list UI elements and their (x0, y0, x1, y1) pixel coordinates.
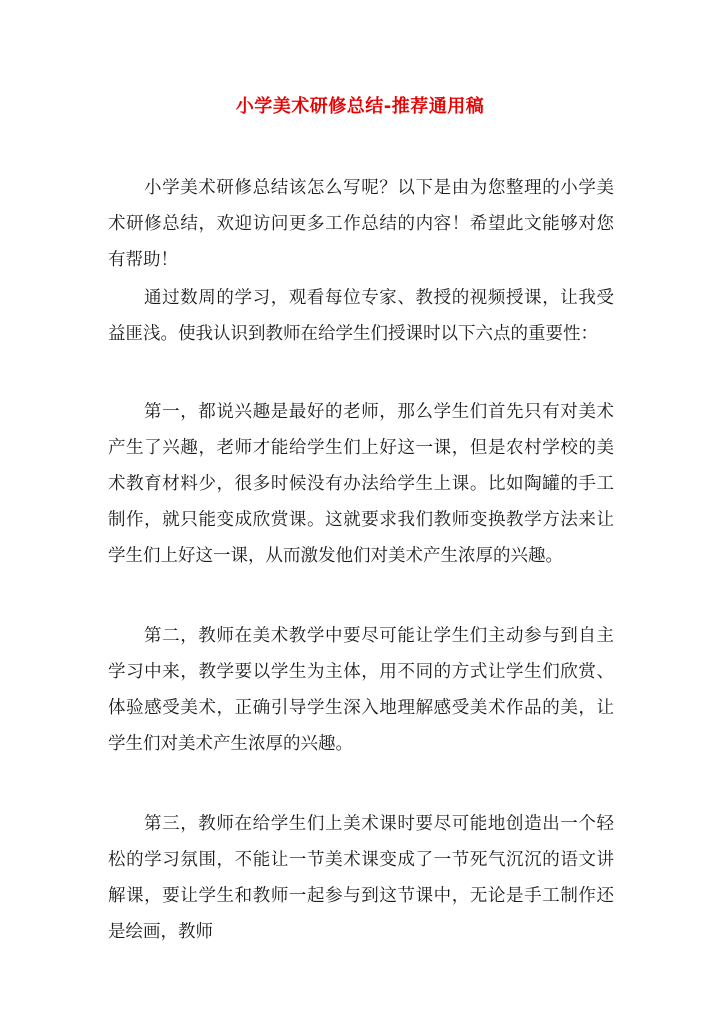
paragraph-overview: 通过数周的学习，观看每位专家、教授的视频授课，让我受益匪浅。使我认识到教师在给学生们授课时以下六点的重要性： (108, 288, 614, 344)
paragraph-point-one: 第一，都说兴趣是最好的老师，那么学生们首先只有对美术产生了兴趣，老师才能给学生们上好这一课，但是农村学校的美术教育材料少，很多时候没有办法给学生上课。比如陶罐的手工制作，就只能变成欣赏课。这就要求我们教师变换教学方法来让学生们上好这一课，从而激发他们对美术产生浓厚的兴趣。 (108, 402, 614, 566)
paragraph-intro: 小学美术研修总结该怎么写呢？以下是由为您整理的小学美术研修总结，欢迎访问更多工作总结的内容！希望此文能够对您有帮助！ (108, 178, 614, 270)
paragraph-point-three: 第三，教师在给学生们上美术课时要尽可能地创造出一个轻松的学习氛围，不能让一节美术课变成了一节死气沉沉的语文讲解课，要让学生和教师一起参与到这节课中，无论是手工制作还是绘画，教师 (108, 814, 614, 942)
document-title: 小学美术研修总结-推荐通用稿 (235, 96, 485, 117)
paragraph-point-two: 第二，教师在美术教学中要尽可能让学生们主动参与到自主学习中来，教学要以学生为主体，用不同的方式让学生们欣赏、体验感受美术，正确引导学生深入地理解感受美术作品的美，让学生们对美术产生浓厚的兴趣。 (108, 626, 614, 754)
